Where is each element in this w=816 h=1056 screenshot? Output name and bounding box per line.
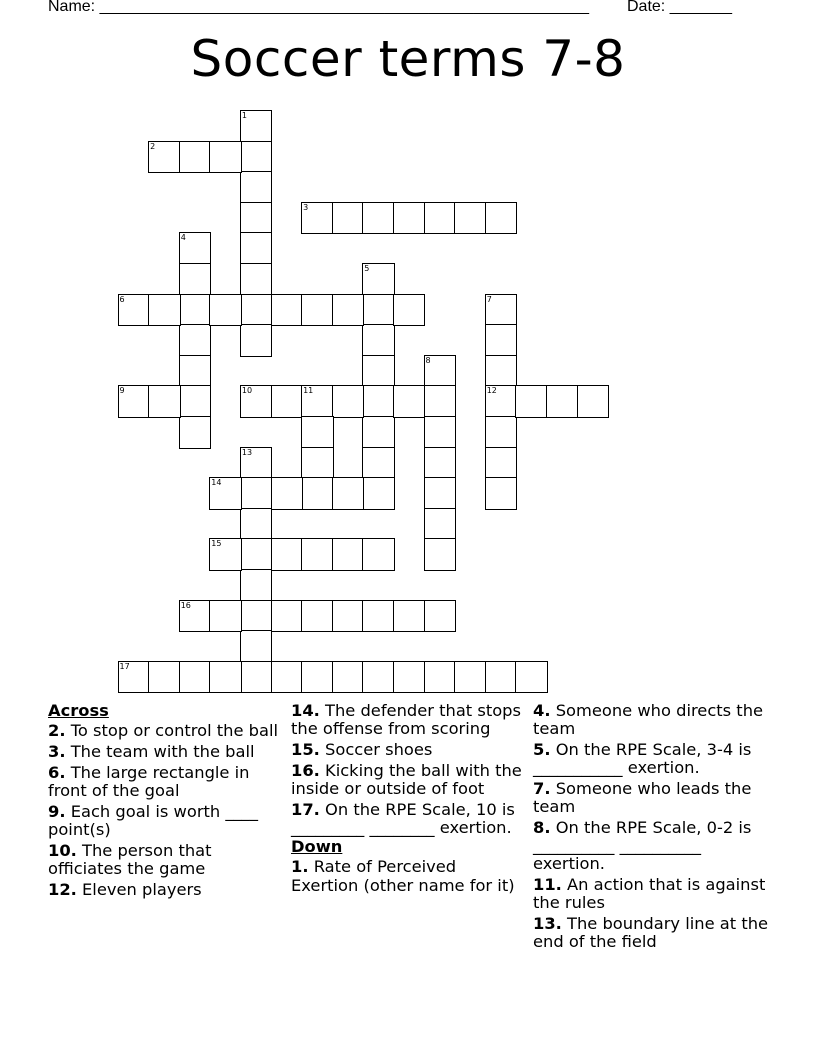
crossword-cell[interactable] <box>485 447 518 480</box>
clue-across-15 <box>291 741 527 759</box>
crossword-cell[interactable] <box>301 661 334 694</box>
crossword-cell[interactable] <box>271 538 304 571</box>
crossword-cell[interactable] <box>332 294 365 327</box>
clue-text: On the RPE Scale, 10 is _________ ________ exertion. <box>291 799 515 837</box>
crossword-cell[interactable] <box>332 600 365 633</box>
crossword-cell[interactable] <box>362 416 395 449</box>
crossword-cell[interactable] <box>301 294 334 327</box>
page-title: Soccer terms 7-8 <box>190 30 626 88</box>
clue-across-3 <box>48 743 284 761</box>
crossword-cell[interactable] <box>362 263 395 296</box>
crossword-cell[interactable] <box>393 294 426 327</box>
cell-number: 6 <box>119 294 125 304</box>
crossword-cell[interactable] <box>240 477 273 510</box>
crossword-cell[interactable] <box>148 661 181 694</box>
cell-number: 1 <box>241 111 247 120</box>
name-line[interactable]: _______________________________________________________ <box>99 0 589 15</box>
crossword-cell[interactable] <box>424 385 457 418</box>
crossword-cell[interactable] <box>271 661 304 694</box>
crossword-cell[interactable] <box>362 202 395 235</box>
crossword-cell[interactable] <box>362 355 395 388</box>
clue-down-1 <box>291 858 527 894</box>
clue-text: The team with the ball <box>65 742 255 761</box>
clue-text: Each goal is worth ____ point(s) <box>48 801 258 839</box>
crossword-cell[interactable] <box>240 171 273 204</box>
crossword-cell[interactable] <box>515 385 548 418</box>
clue-text: The defender that stops the offense from scoring <box>291 701 521 739</box>
clues-column-2 <box>291 702 527 897</box>
clue-number: 2. <box>48 721 66 741</box>
crossword-cell[interactable] <box>485 355 518 388</box>
crossword-cell[interactable] <box>240 385 273 418</box>
crossword-cell[interactable] <box>301 538 334 571</box>
clue-number: 11. <box>533 875 562 895</box>
clue-down-8 <box>533 819 769 874</box>
crossword-cell[interactable] <box>362 447 395 480</box>
clue-text: Rate of Perceived Exertion (other name for it) <box>291 857 515 895</box>
clue-number: 12. <box>48 879 77 899</box>
clue-number: 4. <box>533 701 551 720</box>
clue-number: 15. <box>291 740 320 759</box>
crossword-cell[interactable] <box>240 447 273 480</box>
crossword-cell[interactable] <box>454 661 487 694</box>
crossword-cell[interactable] <box>454 202 487 235</box>
clue-across-14 <box>291 702 527 738</box>
date-label: Date: <box>627 0 666 15</box>
crossword-cell[interactable] <box>240 232 273 265</box>
crossword-cell[interactable] <box>577 385 610 418</box>
crossword-cell[interactable] <box>240 263 273 296</box>
crossword-cell[interactable] <box>424 661 457 694</box>
clue-across-10 <box>48 842 284 878</box>
crossword-cell[interactable] <box>271 600 304 633</box>
crossword-cell[interactable] <box>209 600 242 633</box>
crossword-cell[interactable] <box>240 202 273 235</box>
crossword-cell[interactable] <box>424 202 457 235</box>
crossword-cell[interactable] <box>240 569 273 602</box>
clues-column-3 <box>533 702 769 954</box>
cell-number: 5 <box>364 264 370 273</box>
across-heading: Across <box>48 701 109 720</box>
crossword-cell[interactable] <box>240 630 273 663</box>
crossword-cell[interactable] <box>362 600 395 633</box>
crossword-cell[interactable] <box>179 661 212 694</box>
cell-number: 2 <box>150 141 156 151</box>
crossword-cell[interactable] <box>240 661 273 694</box>
crossword-cell[interactable] <box>240 508 273 541</box>
cell-number: 13 <box>241 447 253 457</box>
crossword-cell[interactable] <box>332 202 365 235</box>
clue-number: 8. <box>533 818 551 837</box>
clue-number: 9. <box>48 801 66 821</box>
crossword-cell[interactable] <box>301 416 334 449</box>
crossword-cell[interactable] <box>301 600 334 633</box>
crossword-cell[interactable] <box>393 600 426 633</box>
cell-number: 4 <box>180 233 186 243</box>
crossword-cell[interactable] <box>179 355 212 388</box>
crossword-cell[interactable] <box>240 324 273 357</box>
clue-number: 10. <box>48 840 77 860</box>
crossword-cell[interactable] <box>424 355 457 388</box>
clue-number: 3. <box>48 742 66 761</box>
clue-text: The person that officiates the game <box>48 840 212 878</box>
clue-down-11 <box>533 876 769 912</box>
crossword-cell[interactable] <box>485 324 518 357</box>
crossword-cell[interactable] <box>362 294 395 327</box>
cell-number: 12 <box>486 386 497 396</box>
clue-text: Soccer shoes <box>319 740 433 759</box>
clue-across-6 <box>48 764 284 800</box>
clue-down-5 <box>533 741 769 777</box>
crossword-cell[interactable] <box>485 477 518 510</box>
date-line[interactable]: _______ <box>669 0 732 15</box>
crossword-cell[interactable] <box>118 385 151 418</box>
cell-number: 8 <box>425 355 431 365</box>
clue-text: Kicking the ball with the inside or outside of foot <box>291 760 522 798</box>
crossword-cell[interactable] <box>271 294 304 327</box>
crossword-cell[interactable] <box>271 385 304 418</box>
clue-text: An action that is against the rules <box>533 875 766 913</box>
crossword-cell[interactable] <box>209 477 242 510</box>
clue-across-12 <box>48 881 284 899</box>
cell-number: 10 <box>241 386 253 396</box>
cell-number: 16 <box>180 600 191 610</box>
clue-number: 14. <box>291 701 320 720</box>
clue-number: 7. <box>533 779 551 798</box>
clue-across-2 <box>48 722 284 740</box>
crossword-cell[interactable] <box>332 477 365 510</box>
crossword-cell[interactable] <box>362 385 395 418</box>
clue-text: The large rectangle in front of the goal <box>48 762 250 800</box>
clue-down-4 <box>533 702 769 738</box>
crossword-cell[interactable] <box>240 110 273 143</box>
cell-number: 9 <box>119 386 125 396</box>
crossword-cell[interactable] <box>424 477 457 510</box>
clue-number: 6. <box>48 762 66 782</box>
clue-down-13 <box>533 915 769 951</box>
crossword-cell[interactable] <box>362 477 395 510</box>
clue-text: To stop or control the ball <box>65 721 279 741</box>
crossword-cell[interactable] <box>301 477 334 510</box>
clue-number: 1. <box>291 857 309 877</box>
crossword-cell[interactable] <box>179 324 212 357</box>
crossword-cell[interactable] <box>209 538 242 571</box>
crossword-cell[interactable] <box>362 538 395 571</box>
clue-text: Someone who directs the team <box>533 701 764 739</box>
clue-across-9 <box>48 803 284 839</box>
crossword-cell[interactable] <box>179 294 212 327</box>
clue-text: On the RPE Scale, 0-2 is __________ __________ exertion. <box>533 818 752 874</box>
crossword-cell[interactable] <box>546 385 579 418</box>
clue-number: 16. <box>291 760 320 780</box>
crossword-cell[interactable] <box>179 385 212 418</box>
crossword-cell[interactable] <box>148 294 181 327</box>
crossword-cell[interactable] <box>424 538 457 571</box>
crossword-cell[interactable] <box>209 661 242 694</box>
crossword-cell[interactable] <box>179 600 212 633</box>
clue-text: On the RPE Scale, 3-4 is ___________ exertion. <box>533 740 752 778</box>
cell-number: 3 <box>303 202 309 212</box>
crossword-cell[interactable] <box>485 416 518 449</box>
crossword-cell[interactable] <box>424 447 457 480</box>
crossword-cell[interactable] <box>362 661 395 694</box>
crossword-cell[interactable] <box>118 294 151 327</box>
crossword-cell[interactable] <box>240 600 273 633</box>
cell-number: 17 <box>119 661 130 671</box>
crossword-cell[interactable] <box>362 324 395 357</box>
cell-number: 15 <box>211 539 222 549</box>
name-label: Name: <box>48 0 96 15</box>
clue-across-16 <box>291 762 527 798</box>
crossword-cell[interactable] <box>424 416 457 449</box>
date-field <box>627 0 732 16</box>
clue-text: Someone who leads the team <box>533 779 752 817</box>
cell-number: 7 <box>486 294 492 304</box>
crossword-cell[interactable] <box>332 385 365 418</box>
crossword-cell[interactable] <box>393 385 426 418</box>
clue-down-7 <box>533 780 769 816</box>
clue-text: Eleven players <box>76 879 202 899</box>
cell-number: 11 <box>303 386 314 396</box>
crossword-cell[interactable] <box>209 141 242 174</box>
crossword-cell[interactable] <box>148 385 181 418</box>
crossword-cell[interactable] <box>485 294 518 327</box>
crossword-cell[interactable] <box>271 477 304 510</box>
down-heading: Down <box>291 837 343 857</box>
clue-across-17 <box>291 801 527 837</box>
clue-text: The boundary line at the end of the field <box>533 914 769 952</box>
crossword-cell[interactable] <box>179 141 212 174</box>
crossword-cell[interactable] <box>332 538 365 571</box>
crossword-cell[interactable] <box>240 141 273 174</box>
crossword-cell[interactable] <box>118 661 151 694</box>
crossword-cell[interactable] <box>240 294 273 327</box>
crossword-cell[interactable] <box>485 202 518 235</box>
crossword-cell[interactable] <box>485 385 518 418</box>
crossword-cell[interactable] <box>485 661 518 694</box>
crossword-cell[interactable] <box>424 600 457 633</box>
name-field <box>48 0 589 16</box>
crossword-cell[interactable] <box>240 538 273 571</box>
clue-number: 13. <box>533 914 562 934</box>
crossword-cell[interactable] <box>515 661 548 694</box>
cell-number: 14 <box>211 478 222 488</box>
crossword-cell[interactable] <box>209 294 242 327</box>
crossword-cell[interactable] <box>301 385 334 418</box>
clue-number: 5. <box>533 740 551 759</box>
crossword-cell[interactable] <box>179 416 212 449</box>
crossword-cell[interactable] <box>332 661 365 694</box>
crossword-cell[interactable] <box>301 447 334 480</box>
crossword-cell[interactable] <box>424 508 457 541</box>
crossword-cell[interactable] <box>179 232 212 265</box>
clue-number: 17. <box>291 799 320 819</box>
crossword-cell[interactable] <box>179 263 212 296</box>
crossword-cell[interactable] <box>393 661 426 694</box>
crossword-cell[interactable] <box>301 202 334 235</box>
clues-column-1 <box>48 702 284 902</box>
crossword-cell[interactable] <box>393 202 426 235</box>
crossword-cell[interactable] <box>148 141 181 174</box>
